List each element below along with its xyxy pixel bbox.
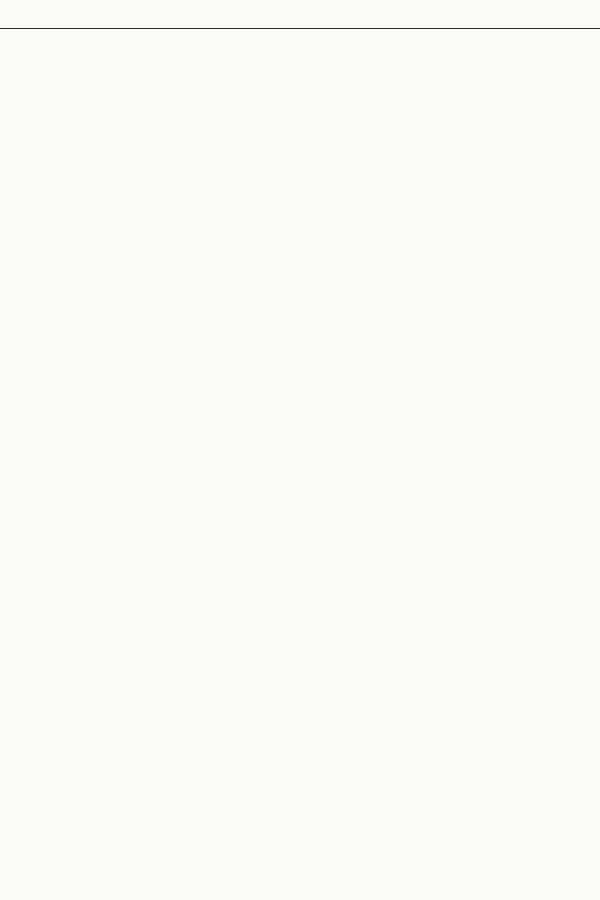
top-rule <box>0 28 600 29</box>
